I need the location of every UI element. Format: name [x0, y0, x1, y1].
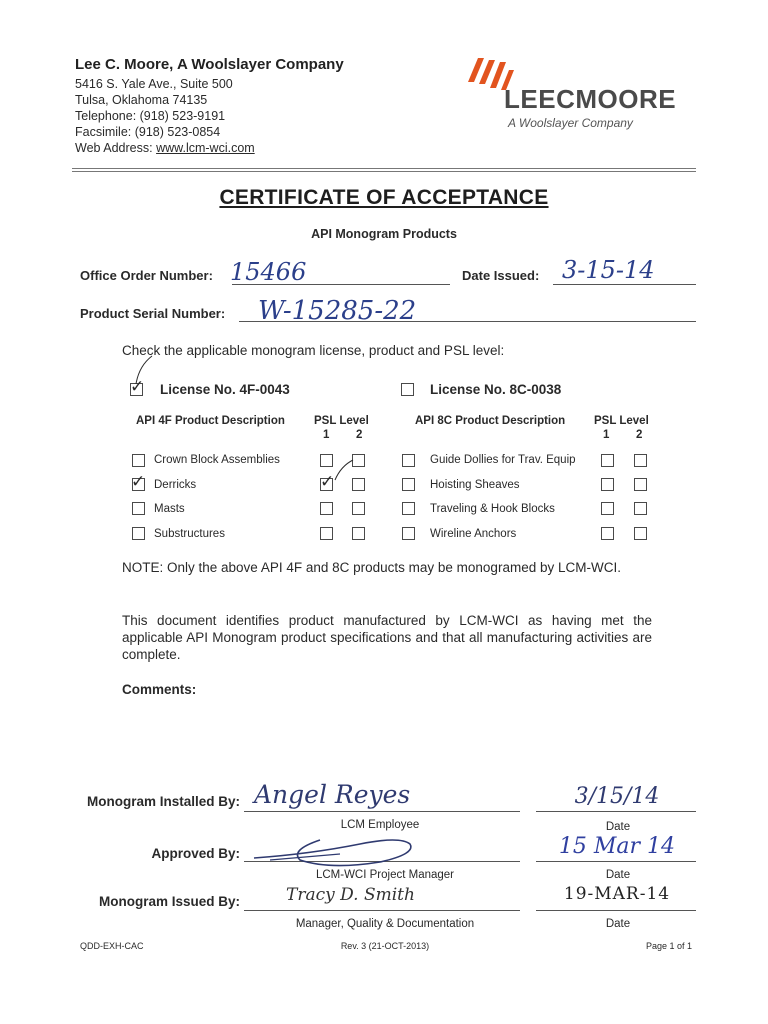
statement-text: This document identifies product manufactured by LCM-WCI as having met the applicable API Monogram product specifications and that all manufacturing activities are complete.	[122, 613, 652, 662]
office-order-value[interactable]: 15466	[230, 258, 307, 286]
address-line: 5416 S. Yale Ave., Suite 500	[75, 77, 233, 91]
license-8c-label: License No. 8C-0038	[430, 382, 562, 397]
issued-by-line	[244, 910, 520, 911]
check-mark-icon: ✓	[131, 472, 146, 492]
psl-2-header: 2	[636, 429, 643, 441]
license-4f-label: License No. 4F-0043	[160, 382, 290, 397]
product-label: Crown Block Assemblies	[154, 454, 280, 466]
approved-by-role: LCM-WCI Project Manager	[315, 869, 455, 881]
date-label: Date	[605, 869, 631, 881]
product-label: Wireline Anchors	[430, 528, 517, 540]
approved-by-signature-icon[interactable]	[250, 830, 420, 870]
psl2-checkbox[interactable]	[634, 527, 647, 540]
psl-1-header: 1	[323, 429, 330, 441]
product-checkbox-hoisting-sheaves[interactable]	[402, 478, 415, 491]
address-line: Tulsa, Oklahoma 74135	[75, 93, 208, 107]
web-address-link[interactable]: www.lcm-wci.com	[156, 141, 255, 155]
note-text: NOTE: Only the above API 4F and 8C products may be monogramed by LCM-WCI.	[122, 560, 621, 575]
product-checkbox-substructures[interactable]	[132, 527, 145, 540]
product-label: Traveling & Hook Blocks	[430, 503, 555, 515]
psl1-checkbox[interactable]	[601, 502, 614, 515]
psl1-checkbox[interactable]	[601, 454, 614, 467]
api-8c-description-header: API 8C Product Description	[415, 415, 566, 427]
date-issued-line	[553, 284, 696, 285]
company-name: Lee C. Moore, A Woolslayer Company	[75, 56, 344, 73]
approved-by-label: Approved By:	[151, 846, 240, 861]
date-label: Date	[605, 918, 631, 930]
product-label: Substructures	[154, 528, 225, 540]
psl1-checkbox[interactable]	[601, 478, 614, 491]
date-issued-value[interactable]: 3-15-14	[562, 256, 655, 284]
revision: Rev. 3 (21-OCT-2013)	[340, 941, 430, 951]
address-line: Facsimile: (918) 523-0854	[75, 125, 221, 139]
product-checkbox-guide-dollies[interactable]	[402, 454, 415, 467]
product-label: Guide Dollies for Trav. Equip	[430, 454, 576, 466]
logo-tagline: A Woolslayer Company	[508, 116, 633, 130]
comments-label: Comments:	[122, 682, 197, 697]
check-mark-icon	[134, 354, 154, 386]
approved-date-line	[536, 861, 696, 862]
psl2-checkbox[interactable]	[634, 478, 647, 491]
psl1-checkbox[interactable]	[320, 454, 333, 467]
address-line: Telephone: (918) 523-9191	[75, 109, 226, 123]
issued-by-label: Monogram Issued By:	[98, 894, 240, 909]
installed-by-line	[244, 811, 520, 812]
company-address	[75, 76, 255, 156]
psl2-checkbox[interactable]	[352, 527, 365, 540]
psl-2-header: 2	[356, 429, 363, 441]
installed-by-signature[interactable]: Angel Reyes	[254, 780, 411, 809]
check-mark-icon: ✓	[130, 377, 145, 397]
psl2-checkbox[interactable]	[352, 478, 365, 491]
issued-date-line	[536, 910, 696, 911]
header-divider	[72, 168, 696, 169]
installed-by-label: Monogram Installed By:	[86, 794, 240, 809]
web-address-label: Web Address:	[75, 141, 153, 155]
product-label: Derricks	[154, 479, 197, 491]
page-title: CERTIFICATE OF ACCEPTANCE	[219, 186, 549, 209]
header-divider	[72, 171, 696, 172]
product-label: Hoisting Sheaves	[430, 479, 520, 491]
installed-by-role: LCM Employee	[340, 819, 420, 831]
page-subtitle: API Monogram Products	[311, 227, 457, 241]
check-mark-icon: ✓	[320, 472, 335, 492]
installed-date-value[interactable]: 3/15/14	[574, 784, 660, 809]
psl-level-header: PSL Level	[314, 415, 369, 427]
product-checkbox-wireline-anchors[interactable]	[402, 527, 415, 540]
product-checkbox-masts[interactable]	[132, 502, 145, 515]
page-number: Page 1 of 1	[646, 941, 693, 951]
psl2-checkbox[interactable]	[634, 502, 647, 515]
psl1-checkbox[interactable]	[320, 527, 333, 540]
serial-label: Product Serial Number:	[80, 306, 226, 321]
serial-value[interactable]: W-15285-22	[258, 296, 417, 326]
license-8c-checkbox[interactable]	[401, 383, 414, 396]
api-4f-description-header: API 4F Product Description	[136, 415, 285, 427]
date-label: Date	[605, 821, 631, 833]
product-checkbox-crown-block[interactable]	[132, 454, 145, 467]
product-checkbox-traveling-hook-blocks[interactable]	[402, 502, 415, 515]
psl2-checkbox[interactable]	[634, 454, 647, 467]
psl1-checkbox[interactable]	[320, 502, 333, 515]
issued-by-signature[interactable]: Tracy D. Smith	[286, 885, 415, 905]
approved-date-value[interactable]: 15 Mar 14	[558, 834, 676, 859]
psl-level-header: PSL Level	[594, 415, 649, 427]
company-logo	[462, 54, 694, 132]
date-issued-label: Date Issued:	[462, 268, 540, 283]
office-order-label: Office Order Number:	[80, 268, 213, 283]
psl-1-header: 1	[603, 429, 610, 441]
logo-wordmark: LEECMOORE	[504, 84, 677, 114]
form-code: QDD-EXH-CAC	[80, 941, 144, 951]
issued-date-value[interactable]: 19-MAR-14	[563, 884, 671, 904]
instruction-text: Check the applicable monogram license, product and PSL level:	[122, 343, 505, 358]
psl1-checkbox[interactable]	[601, 527, 614, 540]
installed-date-line	[536, 811, 696, 812]
product-label: Masts	[154, 503, 185, 515]
web-address	[75, 140, 255, 156]
psl2-checkbox[interactable]	[352, 502, 365, 515]
issued-by-role: Manager, Quality & Documentation	[295, 918, 475, 930]
